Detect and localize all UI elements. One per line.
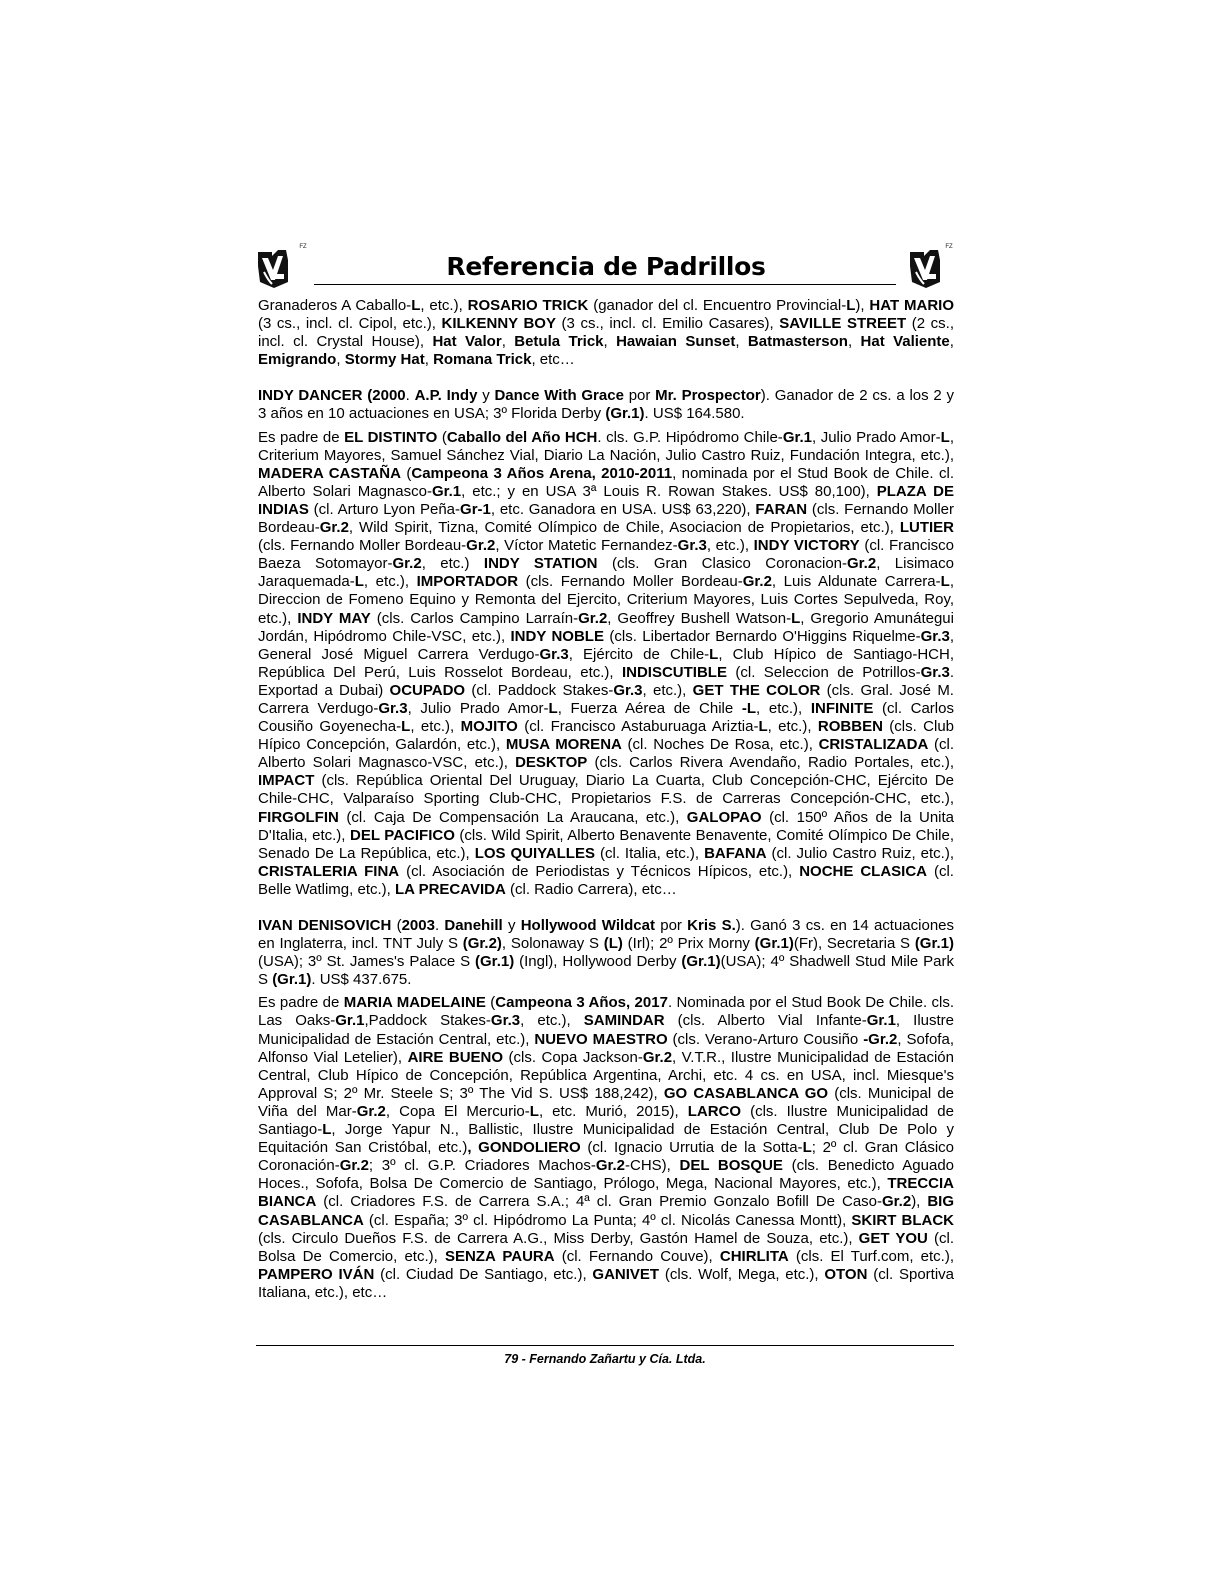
- bold-run: Betula Trick: [514, 333, 604, 351]
- text-run: (cls. Ilustre Municipalidad de Santiago-: [258, 1102, 954, 1139]
- bold-run: INDY VICTORY: [753, 537, 860, 555]
- text-run: (cl. Belle Watlimg, etc.),: [258, 862, 954, 898]
- text-run: (cls. Benedicto Aguado Hoces., Sofofa, Bolsa De Comercio de Santiago, Prólogo, Mega, Nacional Mayores, etc.),: [258, 1157, 955, 1193]
- text-run: ). Ganador de 2 cs. a los 2 y 3 años en 10 actuaciones en USA; 3º Florida Derby: [258, 387, 955, 423]
- bold-run: FIRGOLFIN: [258, 808, 339, 826]
- bold-run: BAFANA: [704, 844, 767, 862]
- bold-run: , GONDOLIERO: [467, 1139, 581, 1157]
- text-run: , etc. Ganadora en USA. US$ 63,220),: [490, 500, 756, 518]
- bold-run: AIRE BUENO: [407, 1048, 504, 1066]
- text-run: (3 cs., incl. cl. Emilio Casares),: [555, 315, 780, 333]
- text-run: (cl. Alberto Solari Magnasco-VSC, etc.),: [258, 736, 954, 772]
- bold-run: NOCHE CLASICA: [799, 862, 928, 880]
- text-run: ,: [501, 333, 515, 351]
- bold-run: Gr.2: [595, 1157, 626, 1175]
- text-run: (cl. Seleccion de Potrillos-: [726, 663, 921, 681]
- bold-run: DESKTOP: [515, 754, 588, 772]
- text-run: (cl. Criadores F.S. de Carrera S.A.; 4ª cl. Gran Premio Gonzalo Bofill De Caso-: [316, 1193, 882, 1211]
- bold-run: Gr.3: [613, 681, 643, 699]
- text-run: , Julio Prado Amor-: [407, 699, 549, 717]
- page-header: [256, 240, 954, 298]
- bold-run: INDY NOBLE: [510, 627, 604, 645]
- text-run: ,: [603, 333, 617, 351]
- bold-run: Gr.3: [539, 645, 569, 663]
- text-run: , Jorge Yapur N., Ballistic, Ilustre Municipalidad de Estación Central, Club De Polo y Equitación San Cristóbal, etc.): [258, 1121, 954, 1157]
- bold-run: Gr.2: [642, 1048, 673, 1066]
- text-run: , etc.),: [706, 537, 754, 555]
- bold-run: GET THE COLOR: [692, 681, 821, 699]
- bold-run: ROSARIO TRICK: [467, 297, 589, 314]
- text-run: (cls. Wolf, Mega, etc.),: [659, 1265, 825, 1283]
- text-run: ),: [911, 1193, 928, 1211]
- bold-run: Caballo del Año HCH: [446, 428, 598, 446]
- text-run: (: [391, 917, 402, 934]
- bold-run: (Gr.1): [754, 935, 794, 953]
- bold-run: INDY STATION: [483, 555, 598, 573]
- text-run: (cl. Francisco Astaburuaga Ariztia-: [517, 718, 759, 736]
- bold-run: Hat Valiente: [860, 333, 950, 351]
- text-run: (cl. Sportiva Italiana, etc.), etc…: [258, 1265, 955, 1301]
- text-run: . Nominada por el Stud Book De Chile. cls. Las Oaks-: [258, 994, 954, 1030]
- text-run: y: [502, 917, 521, 934]
- bold-run: Gr.3: [677, 537, 707, 555]
- text-run: , Luis Aldunate Carrera-: [771, 573, 941, 591]
- bold-run: GALOPAO: [686, 808, 762, 826]
- text-run: (cls. Gral. José M. Carrera Verdugo-: [258, 681, 954, 717]
- bold-run: -L: [741, 699, 757, 717]
- bold-run: Gr.2: [319, 519, 349, 537]
- text-run: (USA); 4º Shadwell Stud Mile Park S: [258, 953, 955, 989]
- bold-run: (L): [603, 935, 623, 953]
- bold-run: CHIRLITA: [719, 1247, 789, 1265]
- text-run: y: [477, 387, 495, 405]
- farm-logo-icon-right: [908, 246, 942, 290]
- bold-run: Mr. Prospector: [655, 387, 761, 405]
- text-run: (cl. Italia, etc.),: [594, 844, 705, 862]
- text-run: (Ingl), Hollywood Derby: [514, 953, 682, 971]
- text-run: , Club Hípico de Santiago-HCH, República Del Perú, Luis Rosselot Bordeau, etc.),: [258, 645, 954, 681]
- text-run: . cls. G.P. Hipódromo Chile-: [597, 428, 783, 446]
- text-run: (cls. Circulo Dueños F.S. de Carrera A.G., Miss Derby, Gastón Hamel de Souza, etc.),: [258, 1229, 859, 1247]
- bold-run: Gr.2: [392, 555, 422, 573]
- bold-run: MOJITO: [460, 718, 518, 736]
- bold-run: L: [411, 297, 421, 314]
- text-run: ). Ganó 3 cs. en 14 actuaciones en Inglaterra, incl. TNT July S: [258, 917, 955, 953]
- bold-run: Gr.3: [920, 627, 950, 645]
- text-run: , Sofofa, Alfonso Vial Letelier),: [258, 1030, 954, 1066]
- text-run: .: [405, 387, 415, 405]
- bold-run: L: [354, 573, 364, 591]
- text-run: (cls. Gran Clasico Coronacion-: [597, 555, 847, 573]
- page-title: Referencia de Padrillos: [446, 252, 766, 281]
- bold-run: Gr.1: [866, 1012, 896, 1030]
- text-run: (cls. Carlos Rivera Avendaño, Radio Portales, etc.),: [587, 754, 954, 772]
- text-run: Granaderos A Caballo-: [258, 297, 412, 314]
- text-run: ; 2º cl. Gran Clásico Coronación-: [258, 1139, 954, 1175]
- bold-run: Gr.2: [742, 573, 772, 591]
- text-run: (cls. Municipal de Viña del Mar-: [258, 1084, 955, 1120]
- text-run: (Fr), Secretaria S: [793, 935, 915, 953]
- bold-run: SAVILLE STREET: [779, 315, 907, 333]
- text-run: (cls. Verano-Arturo Cousiño: [667, 1030, 864, 1048]
- text-run: ),: [855, 297, 870, 314]
- text-run: , Criterium Mayores, Samuel Sánchez Vial, Diario La Nación, Julio Castro Ruiz, Fundación Integra, etc.),: [258, 428, 954, 464]
- bold-run: Hawaian Sunset: [616, 333, 736, 351]
- bold-run: Emigrando: [258, 351, 337, 369]
- bold-run: OTON: [824, 1265, 868, 1283]
- text-run: (cls. Fernando Moller Bordeau-: [518, 573, 743, 591]
- text-run: , etc.): [421, 555, 484, 573]
- text-run: ,Paddock Stakes-: [364, 1012, 491, 1030]
- bold-run: (Gr.1): [475, 953, 515, 971]
- bold-run: SENZA PAURA: [444, 1247, 555, 1265]
- bold-run: PLAZA DE INDIAS: [258, 482, 954, 518]
- bold-run: MADERA CASTAÑA: [258, 464, 401, 482]
- bold-run: Batmasterson: [747, 333, 848, 351]
- text-run: , Julio Prado Amor-: [812, 428, 941, 446]
- bold-run: INDISCUTIBLE: [621, 663, 727, 681]
- text-run: , Gregorio Amunátegui Jordán, Hipódromo Chile-VSC, etc.),: [258, 609, 954, 645]
- text-run: ,: [735, 333, 748, 351]
- text-run: , V.T.R., Ilustre Municipalidad de Estación Central, Club Hípico de Concepción, República Argentina, Archi, etc. 4 cs. en USA, incl. Miesque's Approval S; 2º Mr. Steele S; 3º The Vid S. US$ 188,242),: [258, 1048, 954, 1102]
- bold-run: NUEVO MAESTRO: [534, 1030, 668, 1048]
- text-run: (cl. Julio Castro Ruiz, etc.),: [766, 844, 955, 862]
- logo-side-text: FZ: [299, 244, 307, 250]
- bold-run: L: [322, 1121, 332, 1139]
- bold-run: LA PRECAVIDA: [394, 880, 506, 898]
- bold-run: INDY MAY: [297, 609, 371, 627]
- text-run: (cl. Fernando Couve),: [554, 1247, 720, 1265]
- text-run: Es padre de: [258, 994, 344, 1012]
- bold-run: L: [401, 718, 411, 736]
- text-run: , Direccion de Fomeno Equino y Remonta del Ejercito, Criterium Mayores, Luis Cortes Sepulveda, Roy, etc.),: [258, 573, 954, 627]
- bold-run: Hat Valor: [432, 333, 502, 351]
- paragraph: [258, 917, 954, 989]
- bold-run: L: [802, 1139, 812, 1157]
- text-run: , etc.; y en USA 3ª Louis R. Rowan Stakes. US$ 80,100),: [461, 482, 877, 500]
- text-run: (cls. Copa Jackson-: [503, 1048, 643, 1066]
- bold-run: Gr.1: [335, 1012, 365, 1030]
- bold-run: Stormy Hat: [344, 351, 425, 369]
- text-run: (: [437, 428, 447, 446]
- text-run: (: [485, 994, 496, 1012]
- bold-run: EL DISTINTO: [344, 428, 438, 446]
- text-run: (cls. Fernando Moller Bordeau-: [258, 537, 467, 555]
- bold-run: OCUPADO: [389, 681, 466, 699]
- text-run: (cls. Fernando Moller Bordeau-: [258, 500, 954, 537]
- farm-logo-icon: [256, 246, 290, 290]
- paragraph: [258, 297, 954, 369]
- logo-side-text-right: FZ: [945, 244, 953, 250]
- text-run: ,: [949, 333, 954, 351]
- text-run: , General José Miguel Carrera Verdugo-: [258, 627, 954, 663]
- paragraph: [258, 994, 954, 1302]
- bold-run: (Gr.1): [681, 953, 721, 971]
- text-run: (cl. Noches De Rosa, etc.),: [621, 736, 819, 754]
- text-run: (cl. Bolsa De Comercio, etc.),: [258, 1229, 954, 1265]
- bold-run: GANIVET: [592, 1265, 660, 1283]
- bold-run: A.P. Indy: [414, 387, 478, 405]
- text-run: (cl. España; 3º cl. Hipódromo La Punta; 4º cl. Nicolás Canessa Montt),: [363, 1211, 852, 1229]
- text-run: , etc.),: [642, 681, 693, 699]
- text-run: , etc.),: [520, 1012, 584, 1030]
- text-run: (cl. Francisco Baeza Sotomayor-: [258, 537, 954, 573]
- bold-run: Gr.2: [356, 1102, 386, 1120]
- text-run: ; 3º cl. G.P. Criadores Machos-: [368, 1157, 596, 1175]
- bold-run: Gr.2: [847, 555, 877, 573]
- text-run: (ganador del cl. Encuentro Provincial-: [588, 297, 847, 314]
- text-run: (2 cs., incl. cl. Crystal House),: [258, 315, 954, 351]
- bold-run: Campeona 3 Años, 2017: [495, 994, 668, 1012]
- text-run: (cls. Wild Spirit, Alberto Benavente Benavente, Comité Olímpico De Chile, Senado De La República, etc.),: [258, 826, 954, 862]
- bold-run: MUSA MORENA: [505, 736, 622, 754]
- bold-run: Gr.3: [378, 699, 408, 717]
- bold-run: (Gr.1): [272, 971, 312, 989]
- bold-run: Danehill: [444, 917, 503, 934]
- bold-run: Gr.1: [782, 428, 812, 446]
- text-run: (cl. Carlos Cousiño Goyenecha-: [258, 699, 954, 736]
- text-run: , Fuerza Aérea de Chile: [557, 699, 742, 717]
- text-run: , Ejército de Chile-: [568, 645, 710, 663]
- bold-run: Gr-1: [460, 500, 491, 518]
- bold-run: CRISTALIZADA: [818, 736, 929, 754]
- text-run: (cls. Alberto Vial Infante-: [664, 1012, 867, 1030]
- bold-run: GO CASABLANCA GO: [663, 1084, 829, 1102]
- text-run: (cl. Paddock Stakes-: [465, 681, 614, 699]
- text-run: . US$ 437.675.: [311, 971, 412, 989]
- bold-run: Hollywood Wildcat: [520, 917, 655, 934]
- paragraph: [258, 429, 954, 899]
- bold-run: Romana Trick: [433, 351, 532, 369]
- text-run: (cl. Asociación de Periodistas y Técnicos Hípicos, etc.),: [399, 862, 800, 880]
- bold-run: Dance With Grace: [494, 387, 624, 405]
- bold-run: (Gr.1): [914, 935, 954, 953]
- text-run: (cls. Libertador Bernardo O'Higgins Riquelme-: [603, 627, 921, 645]
- bold-run: L: [940, 573, 950, 591]
- text-run: (: [400, 464, 412, 482]
- bold-run: INDY DANCER (2000: [258, 387, 406, 405]
- bold-run: Gr.1: [431, 482, 462, 500]
- bold-run: KILKENNY BOY: [441, 315, 556, 333]
- text-run: (cl. Arturo Lyon Peña-: [308, 500, 461, 518]
- bold-run: MARIA MADELAINE: [343, 994, 486, 1012]
- text-run: por: [623, 387, 656, 405]
- text-run: , Lisimaco Jaraquemada-: [258, 555, 954, 591]
- text-run: por: [655, 917, 688, 934]
- text-run: (cl. Caja De Compensación La Araucana, etc.),: [338, 808, 687, 826]
- bold-run: DEL BOSQUE: [679, 1157, 783, 1175]
- text-run: (cl. Ciudad De Santiago, etc.),: [374, 1265, 593, 1283]
- bold-run: DEL PACIFICO: [350, 826, 455, 844]
- header-divider: [314, 284, 896, 285]
- bold-run: INFINITE: [810, 699, 874, 717]
- bold-run: PAMPERO IVÁN: [258, 1265, 375, 1283]
- text-run: ,: [847, 333, 861, 351]
- bold-run: L: [758, 718, 768, 736]
- bold-run: Gr.2: [339, 1157, 369, 1175]
- text-run: .: [434, 917, 445, 934]
- text-run: , nominada por el Stud Book de Chile. cl. Alberto Solari Magnasco-: [258, 464, 954, 500]
- text-run: , Solonaway S: [501, 935, 604, 953]
- bold-run: SKIRT BLACK: [851, 1211, 954, 1229]
- bold-run: Kris S.: [687, 917, 736, 934]
- text-run: (cls. Carlos Campino Larraín-: [370, 609, 579, 627]
- bold-run: (Gr.2): [462, 935, 502, 953]
- bold-run: Gr.2: [578, 609, 608, 627]
- text-run: , etc. Murió, 2015),: [538, 1102, 688, 1120]
- text-run: ,: [336, 351, 345, 369]
- bold-run: LUTIER: [899, 519, 954, 537]
- bold-run: FARAN: [755, 500, 808, 518]
- bold-run: IMPACT: [258, 772, 315, 790]
- text-run: (cls. El Turf.com, etc.),: [788, 1247, 954, 1265]
- footer-divider: [256, 1345, 954, 1346]
- text-run: , Ilustre Municipalidad de Estación Central, etc.),: [258, 1012, 954, 1048]
- bold-run: LARCO: [687, 1102, 742, 1120]
- text-run: (cl. Ignacio Urrutia de la Sotta-: [580, 1139, 803, 1157]
- bold-run: L: [529, 1102, 539, 1120]
- bold-run: Gr.2: [882, 1193, 912, 1211]
- text-run: . US$ 164.580.: [644, 405, 745, 423]
- document-body: [258, 297, 954, 1302]
- bold-run: Gr.2: [466, 537, 496, 555]
- text-run: , Geoffrey Bushell Watson-: [607, 609, 792, 627]
- bold-run: L: [940, 428, 950, 446]
- bold-run: BIG CASABLANCA: [258, 1193, 954, 1229]
- bold-run: L: [709, 645, 719, 663]
- bold-run: TRECCIA BIANCA: [258, 1175, 954, 1211]
- bold-run: Gr.3: [490, 1012, 521, 1030]
- text-run: (cls. República Oriental Del Uruguay, Diario La Cuarta, Club Concepción-CHC, Ejército De Chile-CHC, Valparaíso Sporting Club-CHC, Propietarios F.S. de Carreras Concepción-CHC, etc.),: [258, 772, 954, 808]
- text-run: . Exportad a Dubai): [258, 663, 954, 699]
- text-run: , Copa El Mercurio-: [385, 1102, 530, 1120]
- bold-run: L: [846, 297, 856, 314]
- text-run: , etc…: [531, 351, 575, 369]
- text-run: , etc.),: [410, 718, 461, 736]
- bold-run: Gr.3: [920, 663, 950, 681]
- bold-run: IVAN DENISOVICH: [258, 917, 392, 934]
- bold-run: SAMINDAR: [583, 1012, 665, 1030]
- text-run: , etc.),: [767, 718, 818, 736]
- paragraph: [258, 387, 954, 423]
- bold-run: -Gr.2: [863, 1030, 898, 1048]
- bold-run: 2003: [401, 917, 435, 934]
- page-footer: 79 - Fernando Zañartu y Cía. Ltda.: [504, 1352, 706, 1366]
- bold-run: L: [548, 699, 558, 717]
- text-run: (USA); 3º St. James's Palace S: [258, 953, 476, 971]
- text-run: (cl. Radio Carrera), etc…: [505, 880, 677, 898]
- text-run: (cl. 150º Años de la Unita D'Italia, etc.),: [258, 808, 954, 844]
- bold-run: L: [791, 609, 801, 627]
- bold-run: HAT MARIO: [869, 297, 955, 314]
- bold-run: Campeona 3 Años Arena, 2010-2011: [411, 464, 673, 482]
- bold-run: GET YOU: [858, 1229, 928, 1247]
- text-run: -CHS),: [625, 1157, 680, 1175]
- bold-run: LOS QUIYALLES: [474, 844, 595, 862]
- text-run: (3 cs., incl. cl. Cipol, etc.),: [258, 315, 442, 333]
- text-run: , etc.),: [756, 699, 811, 717]
- text-run: , etc.),: [363, 573, 417, 591]
- bold-run: (Gr.1): [605, 405, 645, 423]
- bold-run: CRISTALERIA FINA: [258, 862, 400, 880]
- text-run: , Víctor Matetic Fernandez-: [495, 537, 678, 555]
- text-run: ,: [424, 351, 434, 369]
- bold-run: IMPORTADOR: [416, 573, 519, 591]
- bold-run: ROBBEN: [817, 718, 883, 736]
- text-run: , etc.),: [420, 297, 468, 314]
- text-run: (cls. Club Hípico Concepción, Galardón, etc.),: [258, 718, 955, 754]
- text-run: (Irl); 2º Prix Morny: [622, 935, 755, 953]
- text-run: Es padre de: [258, 428, 345, 446]
- text-run: , Wild Spirit, Tizna, Comité Olímpico de Chile, Asociacion de Propietarios, etc.),: [348, 519, 900, 537]
